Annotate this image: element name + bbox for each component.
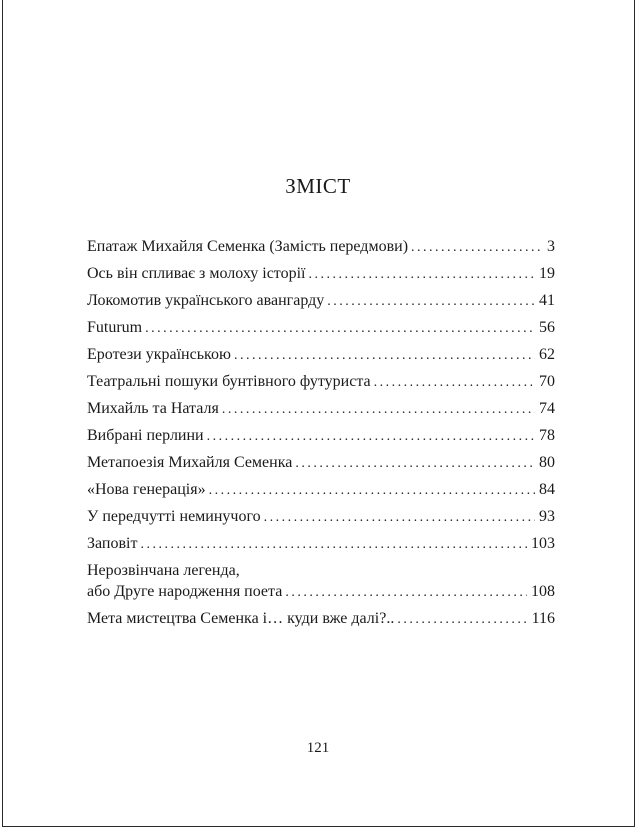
toc-entry-page: 116: [531, 610, 555, 627]
toc-entry-label: У передчутті неминучого: [87, 508, 261, 525]
toc-entry-label: Ось він спливає з молоху історії: [87, 265, 306, 282]
toc-entry-page: 80: [539, 454, 555, 471]
toc-entry[interactable]: [87, 506, 555, 533]
toc-leader-dots: [264, 507, 535, 528]
toc-entry-label: «Нова генерація»: [87, 481, 206, 498]
toc-entry-label: Театральні пошуки бунтівного футуриста: [87, 373, 371, 390]
toc-entry[interactable]: [87, 236, 555, 263]
toc-entry[interactable]: [87, 608, 555, 635]
toc-leader-dots: [145, 318, 535, 339]
toc-entry-label-line1: Нерозвінчана легенда,: [87, 562, 240, 579]
toc-entry-label: Заповіт: [87, 535, 138, 552]
toc-leader-dots: [327, 291, 535, 312]
toc-leader-dots: [140, 534, 527, 555]
toc-entry[interactable]: [87, 344, 555, 371]
toc-leader-dots: [397, 609, 527, 630]
toc-leader-dots: [285, 582, 527, 603]
toc-entry-page: 3: [547, 238, 555, 255]
toc-entry[interactable]: [87, 533, 555, 560]
toc-entry-page: 103: [531, 535, 555, 552]
toc-entry-page: 41: [539, 292, 555, 309]
toc-entry-label: Еротези українською: [87, 346, 231, 363]
toc-entry[interactable]: [87, 317, 555, 344]
toc-entry-page: 74: [539, 400, 555, 417]
toc-entry[interactable]: [87, 371, 555, 398]
toc-entry-page: 84: [539, 481, 555, 498]
toc-entry[interactable]: [87, 425, 555, 452]
page-title: ЗМІСТ: [285, 174, 351, 198]
toc-leader-dots: [374, 372, 535, 393]
toc-entry[interactable]: [87, 290, 555, 317]
page-number: 121: [306, 740, 330, 756]
toc-entry-page: 70: [539, 373, 555, 390]
toc-entry-label: Futurum: [87, 319, 143, 336]
toc-entry-line2: [87, 581, 555, 603]
toc-entry-label: Мета мистецтва Семенка і… куди вже далі?..: [87, 610, 395, 627]
toc-entry-page: 56: [539, 319, 555, 336]
toc-entry-page: 93: [539, 508, 555, 525]
toc-leader-dots: [207, 426, 535, 447]
toc-entry[interactable]: [87, 560, 555, 608]
toc-entry-label: Локомотив українського авангарду: [87, 292, 325, 309]
toc-entry-page: 78: [539, 427, 555, 444]
toc-leader-dots: [411, 237, 543, 258]
table-of-contents: [87, 236, 555, 635]
toc-entry[interactable]: [87, 263, 555, 290]
toc-entry-label: Вибрані перлини: [87, 427, 204, 444]
toc-entry-page: 108: [531, 583, 555, 600]
toc-entry-page: 19: [539, 265, 555, 282]
toc-entry[interactable]: [87, 398, 555, 425]
toc-entry[interactable]: [87, 479, 555, 506]
toc-leader-dots: [234, 345, 535, 366]
toc-leader-dots: [222, 399, 535, 420]
toc-entry[interactable]: [87, 452, 555, 479]
toc-entry-label: Михайль та Наталя: [87, 400, 219, 417]
toc-entry-label: Метапоезія Михайля Семенка: [87, 454, 293, 471]
toc-entry-label: Епатаж Михайля Семенка (Замість передмови): [87, 238, 409, 255]
toc-leader-dots: [308, 264, 535, 285]
toc-entry-page: 62: [539, 346, 555, 363]
toc-leader-dots: [209, 480, 535, 501]
toc-leader-dots: [295, 453, 535, 474]
toc-entry-label-line2: або Друге народження поета: [87, 583, 283, 600]
